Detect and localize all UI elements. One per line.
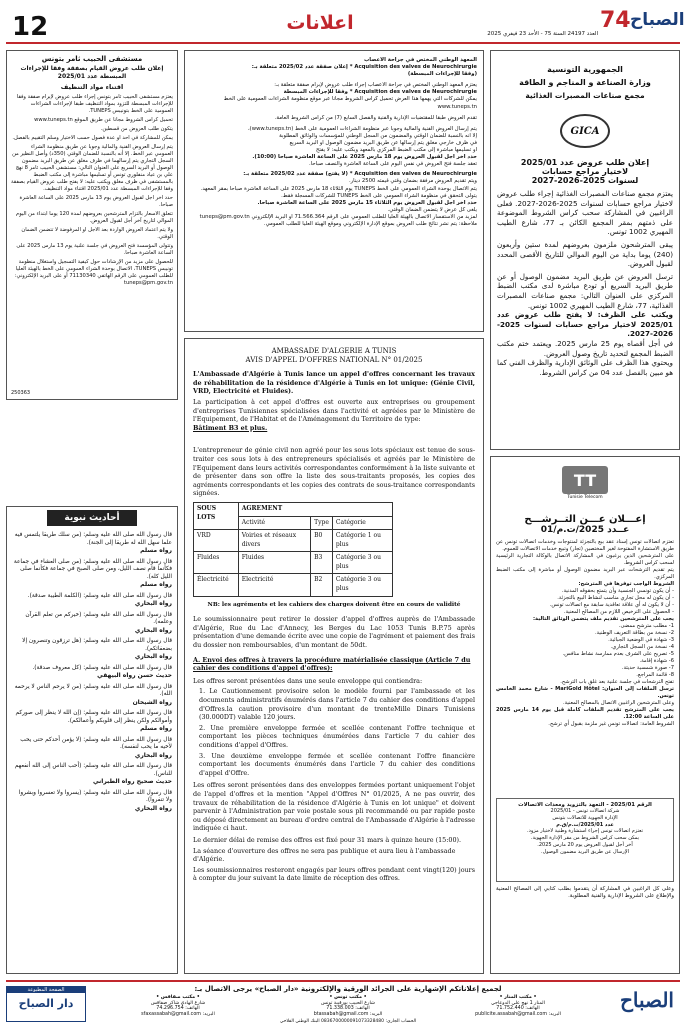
tender-title: إعلان طلب عروض عدد 2025/01 xyxy=(520,158,650,167)
hadith-item xyxy=(12,559,172,589)
tt-line: - الحصول على الترخيص اللازم من المصالح المعنية. xyxy=(563,609,674,615)
notice-line: لمزيد من الاستفسار الاتصال بالهيئة العليا للطلب العمومي على الرقم 71.566.364 أو البريد الإلكتروني tuneps@pm.gov.tn xyxy=(199,213,477,220)
tt-line: ترسل الملفات إلى العنوان: MariGold Hôtel - شارع محمد الخامس تونس. xyxy=(496,686,674,699)
hadith-item xyxy=(12,665,172,680)
table-row xyxy=(194,574,393,596)
notice-line: حدد آخر أجل لقبول العروض يوم الثلاثاء 15 مارس 2025 على الساعة العاشرة صباحا. xyxy=(257,199,477,206)
gica-paragraph: في أجل أقصاه يوم 25 مارس 2025. ويعتمد ختم مكتب الضبط المجمع لتحديد تاريخ وصول العروض. xyxy=(497,338,673,358)
notice-title: مستشفى الحبيب ثامر بتونس xyxy=(41,55,143,63)
tt-line: تعتزم اتصالات تونس إسناد عقد بيع بالتجزئة لمنتوجات وخدمات اتصالات تونس عن طريق الاستشارة المفتوحة لغير المختصين (تجار) وتبيع خدمات الاتصالات للعموم. xyxy=(496,539,674,552)
notice-line: يتولى التحقق في منظومة الشراء العمومي على الخط TUNEPS للشركات المسجلة فقط. xyxy=(281,192,477,199)
table-row xyxy=(194,552,393,574)
tt-line: تفتح الترشحات في جلسة علنية بعد غلق باب الترشح. xyxy=(560,679,674,685)
hadith-item xyxy=(12,737,172,760)
neurosurgery-body xyxy=(191,57,477,325)
envelope-item: 3. Une deuxième enveloppe fermée et scellée contenant l'offre financière comportant les documents énumérés dans l'article 7 du cahier des conditions d'appel d'Offre. xyxy=(199,751,475,777)
office-line: البريد: publicite.assabah@gmail.com xyxy=(475,1011,561,1017)
office-name: • مكتب صفاقس • xyxy=(156,995,200,1000)
section-title: اعلانات xyxy=(286,12,354,34)
tt-secondary-notice xyxy=(496,798,674,882)
table-header-row xyxy=(194,502,393,516)
logo-text: الصباح xyxy=(630,10,685,30)
hadith-item xyxy=(12,593,172,608)
hadith-source: رواه البخاري xyxy=(134,804,172,812)
gica-paragraph: ويكتب على الظرف: لا يفتح طلب عروض عدد 2025/01 لاختيار مراجع حسابات لسنوات 2025-2026-2027. xyxy=(497,310,673,339)
tt-logo-text: TT xyxy=(573,470,597,490)
notice-line: Acquisition des valves de Neurochirurgie * وفقا للإجراءات المبسطة xyxy=(283,89,477,96)
neurosurgery-tender-notice xyxy=(184,50,484,332)
tt-line: على المترشحين الذين يرغبون في المشاركة الاتصال بالوكالة التجارية الرئيسية لسحب كراس الشروط. xyxy=(496,553,674,566)
gica-logo xyxy=(560,114,610,148)
tt-line: 6- شهادة إقامة. xyxy=(639,658,674,664)
validity-paragraph: Les soumissionnaires resteront engagés par leurs offres pendant cent vingt(120) jours à compter du jour suivant la date limite de réception des offres. xyxy=(193,865,475,883)
tender-heading: AVIS D'APPEL D'OFFRES NATIONAL N° 01/2025 xyxy=(245,355,423,364)
tt-line: 4- نسخة من السجل التجاري. xyxy=(610,644,674,650)
page-number: 12 xyxy=(12,12,49,42)
table-cell: VRD xyxy=(194,530,239,552)
nb-note: NB: les agréments et les cahiers des charges doivent être en cours de validité xyxy=(207,601,461,608)
hadith-text: قال رسول الله صلى الله عليه وسلم: (يسروا ولا تعسروا وبشروا ولا تنفروا). xyxy=(18,789,172,803)
notice-line: تعقد جلسة فتح العروض في نفس اليوم على الساعة العاشرة والنصف صباحا. xyxy=(309,161,477,168)
hadith-text: قال رسول الله صلى الله عليه وسلم: (أحب الناس إلى الله أنفعهم للناس). xyxy=(14,763,172,777)
hadith-source: حديث حسن رواه البيهقي xyxy=(97,672,172,679)
tt-secondary-title: الرقم 2025/01 - التعهد بالتزويد ومعدات الاتصالات xyxy=(518,802,652,808)
notice-line: يتم الاتصال بوحدة الشراء العمومي على الخط TUNEPS يوم الثلاثاء 18 مارس 2025 على الساعة العاشرة صباحا بمقر المعهد. xyxy=(200,185,477,192)
tt-line: الشروط العامة: اتصالات تونس غير ملزمة بقبول أي ترشح. xyxy=(548,721,674,727)
notice-line: يعتزم المعهد الوطني المختص في جراحة الأعصاب إجراء طلب عروض لإبرام صفقة متعلقة بـ: xyxy=(274,82,477,89)
tender-years: لسنوات 2025-2026-2027 xyxy=(531,176,639,185)
hadith-text: قال رسول الله صلى الله عليه وسلم: (خيركم من تعلم القرآن وعلمه). xyxy=(25,611,172,625)
office-line: الهاتف: 74.296.754 xyxy=(156,1006,200,1012)
office-line: شارع الهادي شاكر صفاقس xyxy=(150,1000,206,1006)
tt-line: 5- تصريح على الشرف بعدم ممارسة نشاط منافس. xyxy=(562,651,674,657)
tt-line: يجب على المترشح تقديم الملفات كاملة قبل يوم 14 مارس 2025 على الساعة 12:00. xyxy=(496,707,674,720)
hadith-source: رواه مسلم xyxy=(140,547,172,554)
hadith-box xyxy=(6,506,178,974)
lots-table xyxy=(193,502,393,597)
hadith-item xyxy=(12,684,172,707)
hadith-text: قال رسول الله صلى الله عليه وسلم: (كل معروف صدقة). xyxy=(32,664,172,671)
gica-paragraph: يبقى المترشحون ملزمون بعروضهم لمدة ستين وأربعون (240) يوما بداية من اليوم الموالي للتاريخ الأقصى المحدد لقبول العروض. xyxy=(497,239,673,269)
office-line: البريد: sfaxassabah@gmail.com xyxy=(141,1011,215,1017)
notice-line: ملاحظة: يتم نشر نتائج طلب العروض بموقع الإدارة الإلكتروني وموقع الهيئة العليا للطلب العمومي. xyxy=(263,220,477,227)
notice-line: (وفقا للإجراءات المبسطة) xyxy=(407,71,477,78)
tt-line: يتم تقديم الترشحات عبر البريد مضمون الوصول أو مباشرة إلى مكتب الضبط المركزي. xyxy=(496,567,674,580)
notice-line: Acquisition des valves de Neurochirurgie * إعلان صفقة عدد 2025/02 متعلقة بـ: xyxy=(251,64,477,71)
office-line: الهاتف: 71.338.003 xyxy=(326,1006,370,1012)
withdrawal-paragraph: Le soumissionnaire peut retirer le dossier d'appel d'offres auprès de l'Ambassade d'Algérie, Rue du Lac d'Annecy, les Berges du Lac 1053 Tunis B.P.75 après présentation d'une demande écrite avec une copie de l'agrément et paiement des frais du dossier non remboursables, d'un montant de 50dt. xyxy=(193,615,475,650)
hadith-source: رواه البخاري xyxy=(134,600,172,607)
tt-secondary-line: يمكن سحب كراس الشروط من مقر الإدارة الجهوية. xyxy=(530,835,640,842)
hadith-item xyxy=(12,710,172,733)
tt-line: 7- صورة شمسية حديثة. xyxy=(621,665,674,671)
office-block xyxy=(268,995,428,1019)
table-cell: Voiries et réseaux divers xyxy=(238,530,310,552)
footer-headline: لجميع إعلاناتكم الإشهارية على الجرائد الورقية والإلكترونية «دار الصباح» يرجى الاتصال بـ: xyxy=(194,985,502,993)
hadith-source: رواه مسلم xyxy=(140,725,172,732)
page-header xyxy=(0,0,686,48)
tt-line: يجب على المترشحين تقديم ملف يتضمن الوثائق التالية: xyxy=(532,616,674,622)
hadith-item xyxy=(12,790,172,813)
notice-paragraph: يعتزم مستشفى الحبيب ثامر بتونس إجراء طلب عروض لإبرام صفقة وفقا للإجراءات المبسطة للتزود بمواد التنظيف طبقا لإجراءات الشراءات العمومية على الخط بتونيبس TUNEPS. xyxy=(16,94,173,114)
table-header-cell: Type xyxy=(311,516,333,530)
embassy-heading: AMBASSADE D'ALGERIE A TUNIS xyxy=(271,347,397,355)
table-header-cell: Activité xyxy=(238,516,310,530)
tt-secondary-line: شركة اتصالات تونس - 2025/01 xyxy=(550,808,620,814)
footer-logo: الصباح xyxy=(619,988,674,1012)
republic-line: الجمهورية التونسية xyxy=(547,65,623,74)
issue-info: العدد 24197 السنة 75 - الأحد 23 فيفري 2025 xyxy=(487,31,598,37)
notice-line: يتم إرسال العروض الفنية والمالية وجوبا عبر منظومة الشراءات العمومية على الخط (www.tuneps.tn)، xyxy=(247,125,477,132)
office-line: الهاتف: 71.752.440 xyxy=(496,1006,540,1012)
notice-line: يمكن للشركات التي يهمها هذا العرض تحميل كراس الشروط مجانا عبر موقع منظومة الشراءات العمومية على الخط www.tuneps.tn xyxy=(223,96,477,110)
table-cell: Électricité xyxy=(194,574,239,596)
tt-secondary-line: الإدارة الجهوية للاتصالات بتونس xyxy=(552,814,618,821)
footer-paper-badge xyxy=(6,986,86,1022)
envelope-item: 1. Le Cautionnement provisoire selon le modèle fourni par l'ambassade et les documents administratifs énumérés dans l'article 7 du cahier des conditions d'appel d'Offres.la caution provisoire d'un montant de trenteMille Dinars Tunisiens (30.000DT) valable 120 jours. xyxy=(199,687,475,722)
notice-subtitle: إعلان طلب عروض القيام بصفقة وفقا للإجراءات المبسطة عدد 2025/01 xyxy=(20,65,164,80)
table-cell: B0 xyxy=(311,530,333,552)
subcontract-paragraph: L'entrepreneur de génie civil non agréé pour les sous lots spéciaux est tenue de sous-traiter ces sous lots à des entrepreneurs spécialisés et agréés par le Ministère de l'Equipement dans leurs activités correspondantes conformément à la liste suivante et de présenter dans son offre la liste des sous-traitants proposés, les copies des agréments correspondants et les copies des contrats de sous-traitance correspondants signées. xyxy=(193,446,475,498)
tt-logo-subtext: Tunisie Telecom xyxy=(567,495,603,500)
notice-paragraph: وتتولى المؤسسة فتح العروض في جلسة علنية يوم 13 مارس 2025 على الساعة العاشرة صباحا. xyxy=(16,243,173,256)
hadith-item xyxy=(12,532,172,555)
table-header-cell: AGREMENT xyxy=(238,502,392,516)
tt-line: الشروط الواجب توفرها في المترشح: xyxy=(578,581,674,587)
gica-paragraph: ويحتوي هذا الظرف على الوثائق الإدارية والظرف الفني كما هو مبين بالفصل عدد 04 من كراس الشروط. xyxy=(497,358,673,377)
hadith-source: رواه البخاري xyxy=(134,626,172,634)
table-row xyxy=(194,530,393,552)
hadith-item xyxy=(12,638,172,661)
logo-number: 74 xyxy=(600,8,631,33)
header-rule xyxy=(6,42,680,44)
notice-paragraph: حدد آخر أجل لقبول العروض يوم 13 مارس 2025 على الساعة العاشرة صباحا. xyxy=(19,195,173,208)
gica-paragraph: يعتزم مجمع صناعات المصبرات الغذائية إجراء طلب عروض لاختيار مراجع حسابات لسنوات 2025-2026-2027. فعلى الراغبين في المشاركة سحب كراس الشروط الموضوعة على ذمتهم بمقر المجمع الكائن بـ 77، شارع الطيب المهيري 1002 تونس. xyxy=(497,189,673,237)
hadith-source: رواه البخاري xyxy=(134,751,172,759)
notice-line: حدد آخر أجل لقبول العروض يوم 18 مارس 2025 على الساعة العاشرة صباحا (10:00). xyxy=(252,154,477,161)
hadith-source: حديث صحيح رواه الطبراني xyxy=(92,778,172,785)
gica-logo-text: GICA xyxy=(570,125,600,137)
office-block xyxy=(98,995,258,1019)
tt-line: - أن يكون تونسي الجنسية وأن يتمتع بحقوقه المدنية. xyxy=(561,588,674,594)
table-cell: Catégorie 3 ou plus xyxy=(332,552,392,574)
hadith-source: رواه البخاري xyxy=(134,653,172,660)
paper-label: الصفحة المطبوعة xyxy=(7,987,85,993)
hospital-tender-notice xyxy=(6,50,178,400)
notice-paragraph: يتكون طلب العروض من قسطين. xyxy=(100,126,173,132)
notice-line: إلا أنه بالنسبة للضمان الوقتي والمضمون من السجل الوطني للمؤسسات والوثائق المطلوبة xyxy=(279,132,477,139)
office-block xyxy=(438,995,598,1019)
hadith-text: قال رسول الله صلى الله عليه وسلم: (لا يؤمن أحدكم حتى يحب لأخيه ما يحب لنفسه). xyxy=(20,736,172,750)
hadith-text: قال رسول الله صلى الله عليه وسلم: (من صلى العشاء في جماعة فكأنما قام نصف الليل، ومن صلى الصبح في جماعة فكأنما صلى الليل كله). xyxy=(13,558,172,580)
tender-subtitle: لاختيار مراجع حسابات xyxy=(541,167,629,176)
tt-secondary-body xyxy=(500,808,670,856)
table-cell: B2 xyxy=(311,574,333,596)
table-cell: Catégorie 3 ou plus xyxy=(332,574,392,596)
opening-paragraph: La séance d'ouverture des offres ne sera pas publique et aura lieu à l'ambassade d'Algérie. xyxy=(193,846,456,864)
algeria-embassy-notice xyxy=(184,338,484,974)
notice-line: في ظرف خارجي مغلق يتم إرسالها عن طريق البريد مضمون الوصول أو البريد السريع xyxy=(289,139,477,146)
notice-line: ويتم تقديم العروض مرفقة بضمان وقتي قيمته 2500 دينار. xyxy=(348,178,477,185)
tunisie-telecom-notice xyxy=(490,456,680,974)
notice-paragraph: ولا يتم اعتماد العروض الواردة بعد الأجل أو المرفوضة لا تتضمن الضمان الوقتي. xyxy=(21,227,173,240)
gica-paragraph: ترسل العروض عن طريق البريد مضمون الوصول أو عن طريق البريد السريع أو تودع مباشرة لدى مكتب الضبط المركزي على العنوان التالي: مجمع صناعات المصبرات الغذائية، 77، شارع الطيب المهيري 1002 تونس. xyxy=(497,271,673,310)
notice-paragraph: تتعلق الأسعار بالتزام المترشحين بعروضهم لمدة 120 يوما ابتداء من اليوم الموالي لتاريخ آخر أجل لقبول العروض. xyxy=(16,211,173,224)
hadith-list xyxy=(7,529,177,969)
tt-number: عــدد 2025/ت.م/01 xyxy=(540,525,630,535)
intro-category: Bâtiment B3 et plus. xyxy=(193,423,268,432)
gica-body xyxy=(497,189,673,407)
tt-body xyxy=(496,539,674,794)
tt-line: 1- مطلب مترشح ممضى. xyxy=(618,623,674,629)
tt-logo-mark xyxy=(562,466,608,494)
tt-line: 8- قائمة المراجع. xyxy=(636,672,674,678)
tt-footer-note: وعلى كل الراغبين في المشاركة أن يتقدموا بطلب كتابي إلى المصالح المعنية والإطلاع على الشروط الإدارية والفنية المطلوبة. xyxy=(496,886,674,900)
hadith-text: قال رسول الله صلى الله عليه وسلم: (من سلك طريقا يلتمس فيه علما سهل الله له طريقا إلى الجنة). xyxy=(14,532,172,546)
tt-secondary-line: عدد 2025/01/ت.م/ق.م xyxy=(556,821,614,828)
notice-line: Acquisition des valves de Neurochirurgie * (لا يفتح) صفقة عدد 2025/02 متعلقة بـ: xyxy=(243,171,477,178)
gica-tender-notice xyxy=(490,50,680,450)
tt-logo xyxy=(555,466,615,508)
notice-paragraph: تحميل كراس الشروط مجانا عن طريق الموقع www.tuneps.tn xyxy=(34,117,173,123)
hadith-item xyxy=(12,612,172,635)
notice-line: أو تسليمها مباشرة إلى مكتب الضبط المركزي بالمعهد ويكتب عليه: لا يفتح xyxy=(315,147,477,154)
notice-line: المعهد الوطني المختص في جراحة الأعصاب xyxy=(363,57,477,63)
notice-line: يلغى كل عرض لا يتضمن الضمان الوقتي. xyxy=(387,206,477,213)
company-line: مجمع صناعات المصبرات الغذائية xyxy=(525,91,645,100)
office-line: شارع الحبيب بورقيبة تونس xyxy=(321,1000,375,1006)
tt-line: 3- شهادة في الوضعية الجبائية. xyxy=(608,637,674,643)
intro-paragraph: La participation à cet appel d'offres est ouverte aux entreprises ou groupement d'entreprises Tunisiennes spécialisées dans l'activité et agréées par le Ministère de l'Equipement, de l'Habitat et de l'Aménagement du Territoire de type: xyxy=(193,397,475,424)
ministry-line: وزارة الصناعة و المناجم و الطاقة xyxy=(519,78,651,87)
table-header-cell: Catégorie xyxy=(332,516,392,530)
notice-paragraph: يمكن للمشاركة في أحد أو عدة فصول حسب الاختيار وسلم التقييم بالفصل. xyxy=(12,135,173,141)
table-cell: Fluides xyxy=(238,552,310,574)
office-line: البريد: btassabah@gmail.com xyxy=(313,1011,383,1017)
hadith-item xyxy=(12,763,172,786)
office-name: • مكتب تونس • xyxy=(329,995,367,1000)
table-cell: B3 xyxy=(311,552,333,574)
footer-offices xyxy=(98,995,598,1019)
footer-advert xyxy=(6,980,680,1024)
notice-paragraph: للحصول على مزيد من الإرشادات حول كيفية التسجيل واستغلال منظومة تونيبس TUNEPS، الاتصال بوحدة الشراء العمومي على الخط بالهيئة العليا للطلب العمومي على الرقم الهاتفي 71130340 أو على البريد الإلكتروني: tuneps@pm.gov.tn xyxy=(14,259,173,286)
hadith-text: قال رسول الله صلى الله عليه وسلم: (من لا يرحم الناس لا يرحمه الله). xyxy=(14,683,172,697)
hadith-text: قال رسول الله صلى الله عليه وسلم: (هل ترزقون وتنصرون إلا بضعفائكم). xyxy=(22,638,172,652)
table-header-cell: SOUS LOTS xyxy=(194,502,239,529)
submission-paragraph: Les offres seront présentées dans des enveloppes fermées portant uniquement l'objet de l'appel d'offres et la mention "Appel d'Offres N° 01/2025, A ne pas ouvrir, des travaux de réhabilitation de la résidence d'Algérie à Tunis en lot unique" et doivent parvenir à l'Administration par voie postale sous pli recommandé ou par rapide poste ou déposé directement au bureau d'ordre central de l'Ambassade d'Algérie à l'adresse indiquée ci haut. xyxy=(193,781,475,833)
tt-line: وعلى المترشحين الراغبين الاتصال بالمصالح المعنية. xyxy=(562,700,674,706)
footer-bank-line: الحساب الجاري: 0836700000091073328480 البنك الوطني الفلاحي xyxy=(279,1019,417,1024)
tt-secondary-line: آخر أجل لقبول العروض يوم 20 مارس 2025. xyxy=(537,841,633,848)
hadith-source: رواه مسلم xyxy=(140,581,172,588)
hadith-source: رواه الشيخان xyxy=(132,698,172,706)
notice-body xyxy=(11,94,173,374)
table-cell: Fluides xyxy=(194,552,239,574)
office-line: المنار 1 نهج علي الدوعاجي xyxy=(491,1000,545,1006)
tt-secondary-line: الإرسال عن طريق البريد مضمون الوصول. xyxy=(541,848,629,855)
hadith-box-title: أحاديث نبوية xyxy=(47,510,137,526)
tt-line: - أن يكون له محل تجاري مناسب لنشاط البيع بالتجزئة. xyxy=(557,595,674,601)
ad-code: 250363 xyxy=(11,390,31,396)
envelope-paragraph: Les offres seront présentées dans une seule enveloppe qui contiendra: xyxy=(193,676,423,685)
tt-line: - أن لا يكون له أي علاقة تعاقدية سابقة مع اتصالات تونس. xyxy=(549,602,674,608)
notice-paragraph: يتم إرسال العروض الفنية والمالية وجوبا عن طريق منظومة الشراء العمومي عبر الخط. إلا أنه بالنسبة للضمان الوقتي (350د) وأصل النظير من السجل التجاري يتم إرسالهما في ظرف مغلق عن طريق البريد مضمون الوصول أو البريد السريع على العنوان التالي: مستشفى الحبيب ثامر 8 نهج علي بن عياد منفلوري تونس أو تسليمها مباشرة إلى مكتب الضبط بالمستشفى في ظرف مغلق ويكتب عليه: لا يفتح طلب عروض القيام بصفقة وفقا للإجراءات المبسطة عدد 2025/01 اقتناء مواد التنظيف. xyxy=(11,144,173,192)
notice-line: تقدم العروض طبقا للمقتضيات الإدارية والفنية والفصل السابع (7) من كراس الشروط العامة. xyxy=(274,114,477,121)
envelope-item: 2. Une première enveloppe fermée et scellée contenant l'offre technique et comportant les pièces techniques énumérées dans l'article 7 du cahier des conditions d'appel d'Offres. xyxy=(199,723,475,749)
tt-line: 2- نسخة من بطاقة التعريف الوطنية. xyxy=(594,630,674,636)
section-a-heading: A. Envoi des offres à travers la procédure matérialisée classique (Article 7 du cahier des conditions d'appel d'offres): xyxy=(193,655,471,673)
hadith-text: قال رسول الله صلى الله عليه وسلم: (الكلمة الطيبة صدقة). xyxy=(27,592,172,599)
paper-tag: دار الصباح xyxy=(18,997,74,1010)
intro-paragraph: L'Ambassade d'Algérie à Tunis lance un appel d'offres concernant les travaux de réhabilitation de la résidence d'Algérie à Tunis en lot unique: (Génie Civil, VRD, Electricité et Fluides). xyxy=(193,370,475,396)
table-cell: Electricité xyxy=(238,574,310,596)
office-name: • مكتب المنار • xyxy=(499,995,537,1000)
notice-object: اقتناء مواد التنظيف xyxy=(60,83,124,91)
hadith-text: قال رسول الله صلى الله عليه وسلم: (إن الله لا ينظر إلى صوركم وأموالكم ولكن ينظر إلى قلوبكم وأعمالكم). xyxy=(15,710,172,724)
tt-secondary-line: تعتزم اتصالات تونس إجراء استشارة وطنية لاختيار مزود. xyxy=(527,828,643,835)
deadline-paragraph: Le dernier délai de remise des offres est fixé pour 31 mars à quinze heure (15:00). xyxy=(193,835,462,844)
tt-title: إعـــلان عـــن التــرشـــح xyxy=(524,514,646,525)
table-cell: Catégorie 1 ou plus xyxy=(332,530,392,552)
masthead-logo xyxy=(600,8,685,36)
